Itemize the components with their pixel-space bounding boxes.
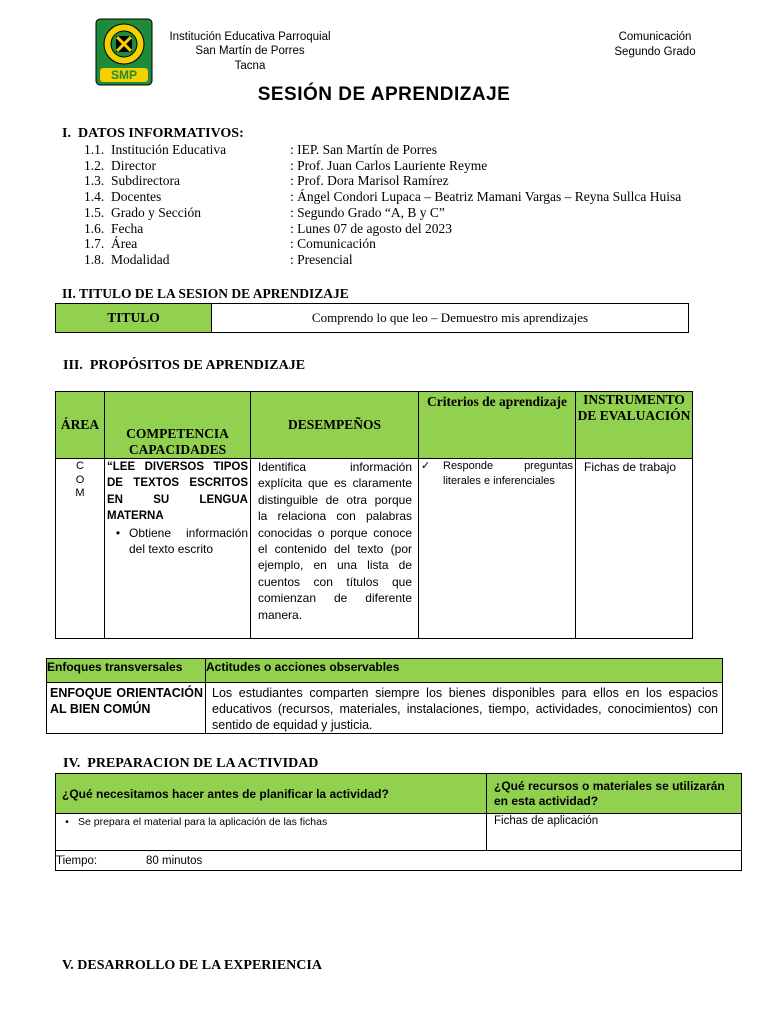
section-5-heading: V. DESARROLLO DE LA EXPERIENCIA [62, 958, 322, 973]
institution-subname: San Martín de Porres [195, 45, 305, 57]
title-table [55, 303, 689, 333]
section-3-num: III. [63, 358, 83, 373]
checkmark-icon: ✓ [421, 460, 431, 472]
info-number: 1.3. [84, 173, 105, 189]
header-area: Comunicación [618, 31, 692, 43]
info-number: 1.2. [84, 157, 105, 173]
info-number: 1.1. [84, 142, 105, 157]
section-4-heading [63, 756, 318, 772]
info-value: : Comunicación [290, 236, 376, 252]
purposes-table [55, 391, 693, 639]
school-logo [95, 18, 153, 86]
info-value: : Ángel Condori Lupaca – Beatriz Mamani Vargas – Reyna Sullca Huisa [290, 189, 682, 205]
approaches-table [46, 658, 723, 734]
criterio-item [421, 459, 573, 488]
area-letter: C [76, 460, 84, 472]
title-label: TITULO [56, 304, 212, 333]
info-value: : IEP. San Martín de Porres [290, 142, 437, 157]
actitudes-header: Actitudes o acciones observables [206, 659, 723, 683]
prep-question-2: ¿Qué recursos o materiales se utilizarán en esta actividad? [487, 774, 742, 814]
col-instrumento-header: INSTRUMENTO DE EVALUACIÓN [576, 392, 693, 459]
desempeno-text: Identifica información explícita que es claramente distinguible de otra porque la relaciona con palabras conocidas o porque conoce el contenido del texto (por ejemplo, en una lista de cuentos con títulos que comienzan de diferente manera. [258, 460, 412, 622]
desempeno-cell [251, 459, 419, 639]
instrumento-cell: Fichas de trabajo [576, 459, 693, 639]
info-number: 1.5. [84, 204, 105, 220]
info-number: 1.7. [84, 236, 105, 252]
competencia-cell [105, 459, 251, 639]
info-value: : Presencial [290, 251, 353, 267]
section-3-title: PROPÓSITOS DE APRENDIZAJE [89, 358, 306, 373]
actitud-text: Los estudiantes comparten siempre los bienes disponibles para ellos en los espacios educativos (recursos, materiales, instalaciones, tiempo, actividades, conocimientos) con sentido de equidad y justicia. [206, 683, 723, 734]
info-label: Modalidad [111, 251, 170, 267]
info-value: : Prof. Dora Marisol Ramírez [290, 173, 449, 189]
area-cell [56, 459, 105, 639]
bullet-icon: • [65, 816, 69, 828]
area-letter: M [75, 487, 85, 499]
section-1-heading [62, 126, 244, 142]
col-desempenos-header: DESEMPEÑOS [251, 392, 419, 459]
info-value: : Lunes 07 de agosto del 2023 [290, 220, 452, 236]
section-2-heading: II. TITULO DE LA SESION DE APRENDIZAJE [62, 286, 349, 301]
capacidad-text: Obtiene información del texto escrito [129, 525, 248, 557]
col-competencia-header: COMPETENCIA CAPACIDADES [105, 392, 251, 459]
title-value: Comprendo lo que leo – Demuestro mis aprendizajes [212, 304, 689, 333]
info-value: : Prof. Juan Carlos Lauriente Reyme [290, 157, 488, 173]
criterio-text: Responde preguntas literales e inferenciales [443, 460, 573, 487]
time-row [56, 851, 742, 871]
info-label: Docentes [111, 189, 162, 205]
bullet-icon: • [115, 525, 121, 540]
section-3-heading [63, 358, 305, 374]
section-4-title: PREPARACION DE LA ACTIVIDAD [87, 756, 319, 771]
info-label: Grado y Sección [111, 204, 201, 220]
institution-city: Tacna [234, 60, 266, 72]
criterio-cell [419, 459, 576, 639]
time-value: 80 minutos [146, 854, 203, 867]
info-label: Área [111, 236, 138, 252]
section-1-title: DATOS INFORMATIVOS: [77, 126, 244, 141]
page-title: SESIÓN DE APRENDIZAJE [257, 84, 511, 105]
competencia-text: “LEE DIVERSOS TIPOS DE TEXTOS ESCRITOS EN SU LENGUA MATERNA [107, 461, 248, 523]
info-label: Subdirectora [111, 173, 180, 189]
info-label: Institución Educativa [111, 142, 227, 157]
institution-name: Institución Educativa Parroquial [169, 31, 331, 43]
time-label: Tiempo: [56, 854, 98, 867]
info-label: Fecha [111, 220, 144, 236]
section-1-num: I. [62, 126, 71, 141]
info-value: : Segundo Grado “A, B y C” [290, 204, 445, 220]
col-area-header: ÁREA [56, 392, 105, 459]
info-label: Director [111, 157, 156, 173]
info-number: 1.6. [84, 220, 105, 236]
capacidad-item [107, 525, 248, 558]
preparation-table [55, 773, 742, 871]
prep-answer-1: Se prepara el material para la aplicación de las fichas [78, 816, 328, 828]
logo-text: SMP [110, 68, 138, 82]
enfoque-name: ENFOQUE ORIENTACIÓN AL BIEN COMÚN [47, 683, 206, 734]
prep-answer-1-cell [56, 814, 487, 851]
prep-question-1: ¿Qué necesitamos hacer antes de planificar la actividad? [56, 774, 487, 814]
info-number: 1.8. [84, 251, 105, 267]
prep-answer-2: Fichas de aplicación [487, 814, 742, 851]
col-criterios-header: Criterios de aprendizaje [419, 392, 576, 459]
enfoques-header: Enfoques transversales [47, 659, 206, 683]
info-number: 1.4. [84, 189, 105, 205]
header-grade: Segundo Grado [614, 46, 696, 58]
section-4-num: IV. [63, 756, 81, 771]
area-letter: O [75, 473, 85, 486]
